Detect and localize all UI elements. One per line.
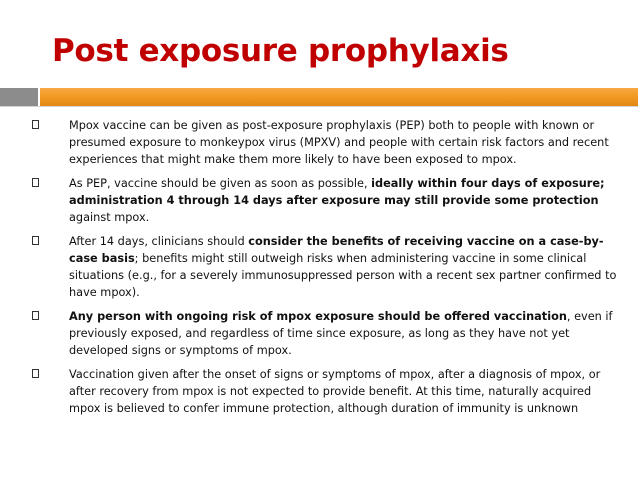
bullet-segment: Mpox vaccine can be given as post-exposure prophylaxis (PEP) both to people with known or presumed exposure to monkeypox virus (MPXV) and people with certain risk factors and recent experiences that might make them more likely to have been exposed to mpox. <box>69 119 609 166</box>
bullet-item <box>32 366 617 417</box>
bullet-segment: After 14 days, clinicians should <box>69 235 249 248</box>
bullet-segment-bold: Any person with ongoing risk of mpox exposure should be offered vaccination <box>69 310 567 323</box>
bullet-segment: Vaccination given after the onset of signs or symptoms of mpox, after a diagnosis of mpox, or after recovery from mpox is not expected to provide benefit. At this time, naturally acquired mpox is believed to confer immune protection, although duration of immunity is unknown <box>69 368 601 415</box>
slide-title: Post exposure prophylaxis <box>52 33 509 69</box>
square-bullet-icon <box>32 178 39 187</box>
square-bullet-icon <box>32 236 39 245</box>
bullet-text <box>69 177 605 224</box>
bullet-text <box>69 119 609 166</box>
bullet-item <box>32 308 617 359</box>
header-bar-orange <box>40 88 638 106</box>
bullet-item <box>32 117 617 168</box>
bullet-segment-bold: consider the benefits of receiving vaccine on a case-by-case basis <box>69 235 604 265</box>
bullet-segment: As PEP, vaccine should be given as soon as possible, <box>69 177 372 190</box>
square-bullet-icon <box>32 120 39 129</box>
bullet-segment: ; benefits might still outweigh risks when administering vaccine in some clinical situations (e.g., for a severely immunosuppressed person with a recent sex partner confirmed to have mpox). <box>69 252 617 299</box>
header-bar-underline <box>0 106 638 107</box>
bullet-text <box>69 235 616 299</box>
bullet-segment: , even if previously exposed, and regardless of time since exposure, as long as they have not yet developed signs or symptoms of mpox. <box>69 310 613 357</box>
bullet-list <box>32 117 617 424</box>
square-bullet-icon <box>32 369 39 378</box>
header-bar-gray <box>0 88 38 106</box>
bullet-text <box>69 310 613 357</box>
bullet-item <box>32 175 617 226</box>
bullet-segment-bold: ideally within four days of exposure; administration 4 through 14 days after exposure may still provide some protection <box>69 177 605 207</box>
bullet-text <box>69 368 600 415</box>
bullet-segment: against mpox. <box>69 211 150 224</box>
square-bullet-icon <box>32 311 39 320</box>
bullet-item <box>32 233 617 301</box>
